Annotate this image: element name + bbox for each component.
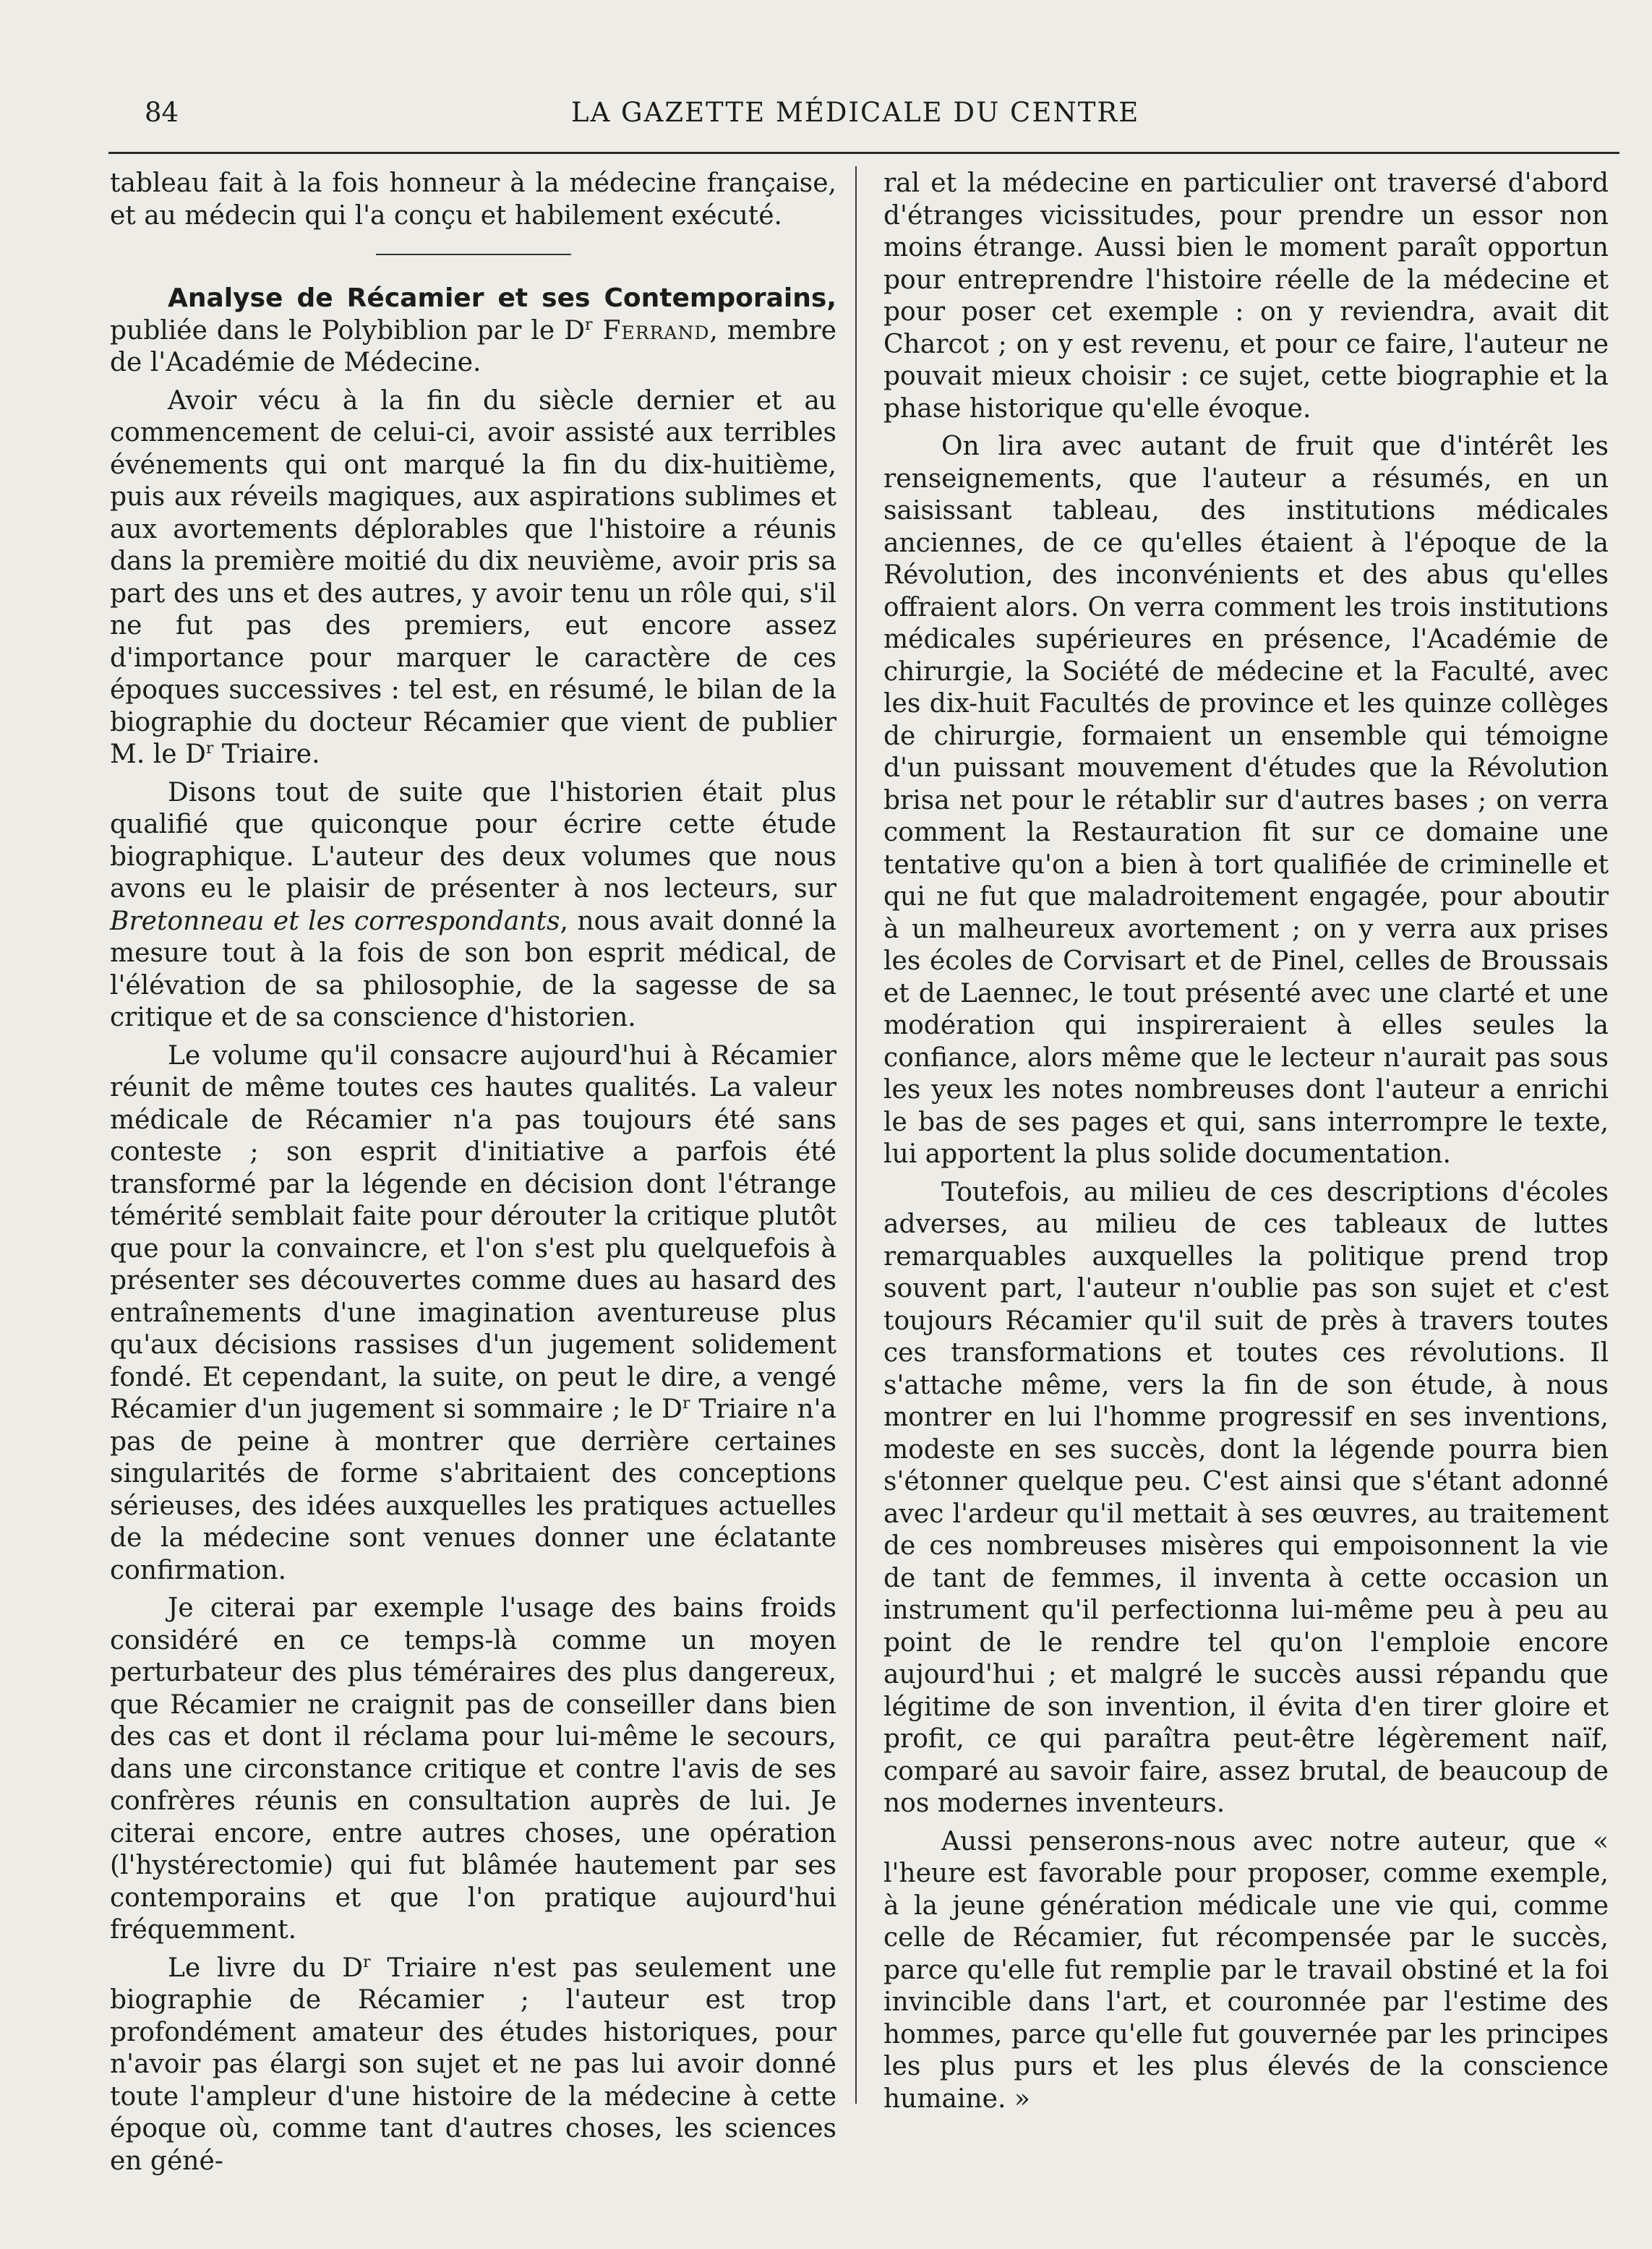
left-column <box>110 168 836 2183</box>
page-number: 84 <box>145 97 179 128</box>
book-title-italic: Bretonneau et les correspondants <box>110 906 560 936</box>
review-title: Analyse de Récamier et ses Contemporains, <box>168 283 836 313</box>
right-column <box>883 168 1609 2121</box>
paragraph-3 <box>110 1040 836 1588</box>
column-divider <box>855 166 857 2104</box>
paragraph-1-text: Avoir vécu à la fin du siècle dernier et au commencement de celui-ci, avoir assisté aux terribles événements qui ont marqué la fin du dix-huitième, puis aux réveils magiques, aux aspirations sublimes et aux avortements déplorables que l'histoire a réunis dans la première moitié du dix neuvième, avoir pris sa part des uns et des autres, y avoir tenu un rôle qui, s'il ne fut pas des premiers, eut encore assez d'importance pour marquer le caractère de ces époques successives : tel est, en résumé, le bilan de la biographie du docteur Récamier que vient de publier M. le D <box>110 385 836 769</box>
paragraph-5-sup: r <box>363 1953 371 1971</box>
paragraph-3-text-a: Le volume qu'il consacre aujourd'hui à Récamier réunit de même toutes ces hautes qualités. La valeur médicale de Récamier n'a pas toujours été sans conteste ; son esprit d'initiative a parfois été transformé par la légende en décision dont l'étrange témérité semblait faite pour dérouter la critique plutôt que pour la convaincre, et l'on s'est plu quelquefois à présenter ses découvertes comme dues au hasard des entraînements d'une imagination aventureuse plus qu'aux décisions rassises d'un jugement solidement fondé. Et cependant, la suite, on peut le dire, a vengé Récamier d'un jugement si sommaire ; le D <box>110 1040 836 1424</box>
review-intro-sup: r <box>585 315 593 334</box>
right-paragraph-4: Aussi penserons-nous avec notre auteur, que « l'heure est favorable pour proposer, comme exemple, à la jeune génération médicale une vie qui, comme celle de Récamier, fut récompensée par le succès, parce qu'elle fut remplie par le travail obstiné et la foi invincible dans l'art, et couronnée par l'estime des hommes, parce qu'elle fut gouvernée par les principes les plus purs et les plus élevés de la conscience humaine. » <box>883 1826 1609 2114</box>
paragraph-2 <box>110 777 836 1034</box>
paragraph-5 <box>110 1953 836 2178</box>
paragraph-3-sup: r <box>682 1395 690 1413</box>
paragraph-2-text-b: , nous avait donné la mesure tout à la fois de son bon esprit médical, de l'élévation de sa philosophie, de la sagesse de sa critique et de sa conscience d'historien. <box>110 906 837 1032</box>
right-paragraph-3: Toutefois, au milieu de ces descriptions d'écoles adverses, au milieu de ces tableaux de luttes remarquables auxquelles la politique prend trop souvent part, l'auteur n'oublie pas son sujet et c'est toujours Récamier qu'il suit de près à travers toutes ces transformations et toutes ces révolutions. Il s'attache même, vers la fin de son étude, à nous montrer en lui l'homme progressif en ses inventions, modeste en ses succès, dont la légende pourra bien s'étonner quelque peu. C'est ainsi que s'étant adonné avec l'ardeur qu'il mettait à ses œuvres, au traitement de ces nombreuses misères qui empoisonnent la vie de tant de femmes, il inventa à cette occasion un instrument qu'il perfectionna lui-même peu à peu au point de le rendre tel qu'on l'emploie encore aujourd'hui ; et malgré le succès aussi répandu que légitime de son invention, il évita d'en tirer gloire et profit, ce qui paraîtra peut-être légèrement naïf, comparé au savoir faire, assez brutal, de beaucoup de nos modernes inventeurs. <box>883 1177 1609 1818</box>
paragraph-2-text-a: Disons tout de suite que l'historien était plus qualifié que quiconque pour écrire cette étude biographique. L'auteur des deux volumes que nous avons eu le plaisir de présenter à nos lecteurs, sur <box>110 777 836 904</box>
paragraph-1 <box>110 385 836 771</box>
review-intro: publiée dans le Polybiblion par le D <box>110 315 586 346</box>
paragraph-5-text-b: Triaire n'est pas seulement une biographie de Récamier ; l'auteur est trop profondément amateur des études historiques, pour n'avoir pas élargi son sujet et ne pas lui avoir donné toute l'ampleur d'une histoire de la médecine à cette époque où, comme tant d'autres choses, les sciences en géné- <box>110 1953 837 2176</box>
review-author: Ferrand <box>592 315 710 346</box>
paragraph-4: Je citerai par exemple l'usage des bains froids considéré en ce temps-là comme un moyen perturbateur des plus téméraires des plus dangereux, que Récamier ne craignit pas de conseiller dans bien des cas et dont il réclama pour lui-même le secours, dans une circonstance critique et contre l'avis de ses confrères réunis en consultation auprès de lui. Je citerai encore, entre autres choses, une opération (l'hystérectomie) qui fut blâmée hautement par ses contemporains et que l'on pratique aujourd'hui fréquemment. <box>110 1593 836 1945</box>
paragraph-5-text-a: Le livre du D <box>168 1953 364 1983</box>
section-separator <box>376 254 571 255</box>
review-heading <box>110 283 836 380</box>
right-paragraph-2: On lira avec autant de fruit que d'intérêt les renseignements, que l'auteur a résumés, en un saisissant tableau, des institutions médicales anciennes, de ce qu'elles étaient à l'époque de la Révolution, des inconvénients et des abus qu'elles offraient alors. On verra comment les trois institutions médicales supérieures en présence, l'Académie de chirurgie, la Société de médecine et la Faculté, avec les dix-huit Facultés de province et les quinze collèges de chirurgie, formaient un ensemble qui témoigne d'un puissant mouvement d'études que la Révolution brisa net pour le rétablir sur d'autres bases ; on verra comment la Restauration fit sur ce domaine une tentative qu'on a bien à tort qualifiée de criminelle et qui ne fut que maladroitement engagée, pour aboutir à un malheureux avortement ; on y verra aux prises les écoles de Corvisart et de Pinel, celles de Broussais et de Laennec, le tout présenté avec une clarté et une modération qui inspireraient à elles seules la confiance, alors même que le lecteur n'aurait pas sous les yeux les notes nombreuses dont l'auteur a enrichi le bas de ses pages et qui, sans interrompre le texte, lui apportent la plus solide documentation. <box>883 432 1609 1169</box>
paragraph-1-sup: r <box>205 740 214 758</box>
running-header <box>145 93 1627 136</box>
right-paragraph-1: ral et la médecine en particulier ont traversé d'abord d'étranges vicissitudes, pour prendre un essor non moins étrange. Aussi bien le moment paraît opportun pour entreprendre l'histoire réelle de la médecine et pour poser cet exemple : on y reviendra, avait dit Charcot ; on y est revenu, et pour ce faire, l'auteur ne pouvait mieux choisir : ce sujet, cette biographie et la phase historique qu'elle évoque. <box>883 168 1609 424</box>
journal-title: LA GAZETTE MÉDICALE DU CENTRE <box>571 97 1140 128</box>
header-rule <box>108 152 1619 154</box>
review-intro-end: , membre de l'Académie de Médecine. <box>110 315 836 377</box>
paragraph-1-end: Triaire. <box>213 740 320 769</box>
paragraph-3-text-b: Triaire n'a pas de peine à montrer que derrière certaines singularités de forme s'abritaient des conceptions sérieuses, des idées auxquelles les pratiques actuelles de la médecine sont venues donner une éclatante confirmation. <box>110 1395 837 1585</box>
opening-paragraph: tableau fait à la fois honneur à la médecine française, et au médecin qui l'a conçu et habilement exécuté. <box>110 168 836 231</box>
